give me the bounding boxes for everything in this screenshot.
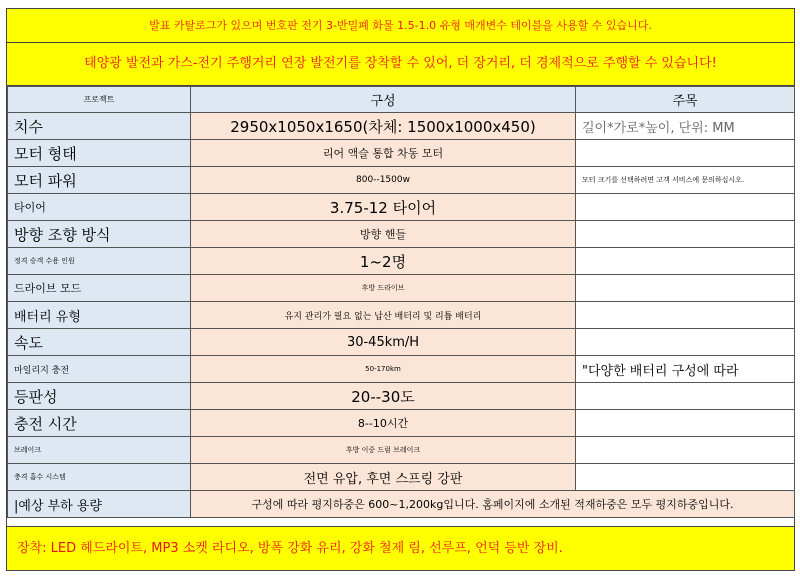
row-label: 충격 흡수 시스템 — [8, 464, 191, 491]
row-note — [576, 437, 795, 464]
row-label: |예상 부하 용량 — [8, 491, 191, 518]
table-row — [8, 356, 795, 383]
row-value: 후방 이중 드럼 브레이크 — [191, 437, 576, 464]
row-note — [576, 302, 795, 329]
row-label: 정격 승객 수용 인원 — [8, 248, 191, 275]
table-row — [8, 140, 795, 167]
row-note — [576, 383, 795, 410]
row-label: 등판성 — [8, 383, 191, 410]
table-row — [8, 113, 795, 140]
row-value: 20--30도 — [191, 383, 576, 410]
row-value: 30-45km/H — [191, 329, 576, 356]
row-label: 속도 — [8, 329, 191, 356]
row-value: 50-170km — [191, 356, 576, 383]
row-value: 8--10시간 — [191, 410, 576, 437]
row-value: 1~2명 — [191, 248, 576, 275]
row-label: 타이어 — [8, 194, 191, 221]
row-label: 치수 — [8, 113, 191, 140]
row-value: 구성에 따라 평지하중은 600~1,200kg입니다. 홈페이지에 소개된 적재하중은 모두 평지하중입니다. — [191, 491, 795, 518]
row-label: 드라이브 모드 — [8, 275, 191, 302]
row-label: 모터 형태 — [8, 140, 191, 167]
row-value: 2950x1050x1650(차체: 1500x1000x450) — [191, 113, 576, 140]
equipment-footer: 장착: LED 헤드라이트, MP3 소켓 라디오, 방폭 강화 유리, 강화 철제 림, 선루프, 언덕 등반 장비. — [7, 526, 794, 570]
table-row — [8, 329, 795, 356]
row-note — [576, 194, 795, 221]
header-project: 프로젝트 — [8, 87, 191, 113]
row-note: 길이*가로*높이, 단위: MM — [576, 113, 795, 140]
row-note — [576, 329, 795, 356]
spec-table — [7, 86, 795, 518]
row-label: 배터리 유형 — [8, 302, 191, 329]
row-note — [576, 410, 795, 437]
row-value: 3.75-12 타이어 — [191, 194, 576, 221]
row-note — [576, 140, 795, 167]
row-note: 모터 크기를 선택하려면 고객 서비스에 문의하십시오. — [576, 167, 795, 194]
table-row — [8, 410, 795, 437]
row-value: 리어 액슬 통합 차동 모터 — [191, 140, 576, 167]
header-configuration: 구성 — [191, 87, 576, 113]
catalog-banner: 발표 카탈로그가 있으며 번호판 전기 3-반밀폐 화물 1.5-1.0 유형 매개변수 테이블을 사용할 수 있습니다. — [7, 9, 794, 43]
table-header-row — [8, 87, 795, 113]
row-label: 충전 시간 — [8, 410, 191, 437]
row-note: "다양한 배터리 구성에 따라 — [576, 356, 795, 383]
table-row — [8, 302, 795, 329]
row-note — [576, 248, 795, 275]
row-value: 전면 유압, 후면 스프링 강판 — [191, 464, 576, 491]
table-row — [8, 437, 795, 464]
row-label: 방향 조향 방식 — [8, 221, 191, 248]
row-label: 모터 파워 — [8, 167, 191, 194]
table-row — [8, 491, 795, 518]
table-row — [8, 275, 795, 302]
row-note — [576, 464, 795, 491]
row-label: 브레이크 — [8, 437, 191, 464]
row-value: 방향 핸들 — [191, 221, 576, 248]
table-row — [8, 221, 795, 248]
spec-sheet — [6, 8, 795, 571]
row-note — [576, 221, 795, 248]
table-row — [8, 383, 795, 410]
header-note: 주목 — [576, 87, 795, 113]
table-row — [8, 464, 795, 491]
table-row — [8, 248, 795, 275]
feature-banner: 태양광 발전과 가스-전기 주행거리 연장 발전기를 장착할 수 있어, 더 장거리, 더 경제적으로 주행할 수 있습니다! — [7, 43, 794, 86]
row-value: 후방 드라이브 — [191, 275, 576, 302]
row-value: 유지 관리가 필요 없는 납산 배터리 및 리튬 배터리 — [191, 302, 576, 329]
row-note — [576, 275, 795, 302]
table-row — [8, 194, 795, 221]
row-value: 800--1500w — [191, 167, 576, 194]
table-row — [8, 167, 795, 194]
row-label: 마일리지 충전 — [8, 356, 191, 383]
